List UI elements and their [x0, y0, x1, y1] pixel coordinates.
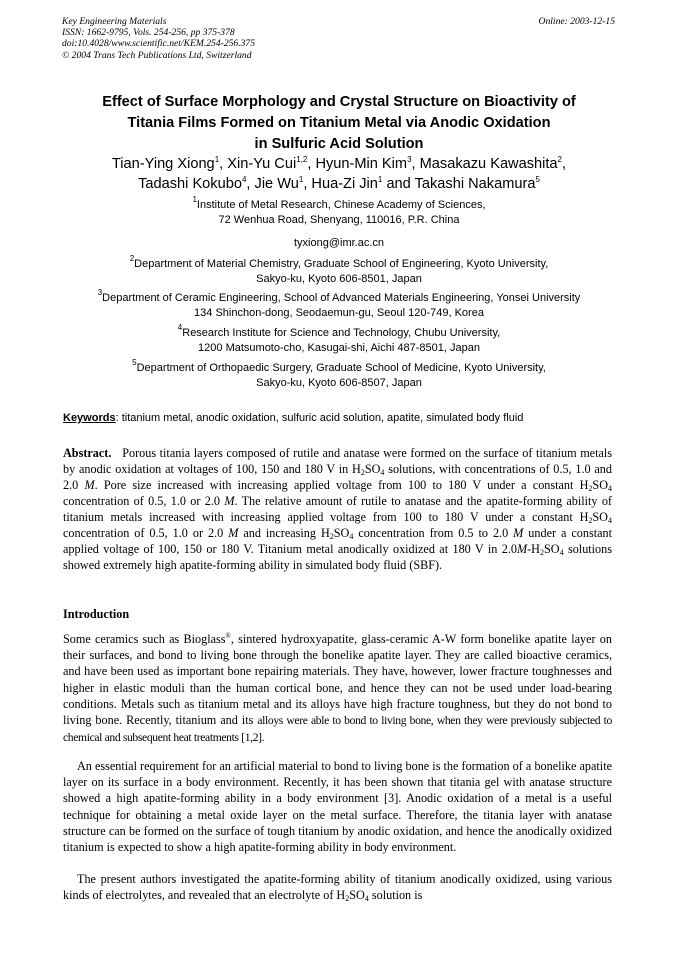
abstract-text: solutions showed extremely high apatite-forming ability in simulated body fluid (SBF).	[63, 542, 612, 572]
keywords-line	[63, 412, 523, 424]
abstract	[63, 445, 612, 573]
affiliation-address: Sakyo-ku, Kyoto 606-8507, Japan	[256, 377, 422, 389]
abstract-label: Abstract.	[63, 446, 112, 460]
molar-unit: M	[513, 526, 524, 540]
abstract-text: Porous titania layers composed of rutile and anatase were formed on the surface of titanium metals by anodic oxidation at voltages of 100, 150 and 180 V in H	[63, 446, 613, 476]
affiliation-3	[40, 288, 638, 321]
paragraph-text: SO	[349, 888, 365, 903]
subscript: 4	[349, 532, 354, 541]
author-name: Jie Wu	[254, 176, 299, 192]
affiliation-2	[40, 254, 638, 287]
paragraph-text: An essential requirement for an artificial material to bond to living bone is the formation of a bonelike apatite layer on its surface in a body environment. Recently, it has been shown that titania gel with anatase structure showed a high apatite-forming ability in a body environment [3]. Anodic oxidation of a metal is a useful technique for obtaining a metal oxide layer on the metal surface. Therefore, the titania layer with anatase structure can be formed on the surface of tough titanium by anodic oxidation, and hence the anodically oxidized titanium is expected to show a high apatite-forming ability in body environment.	[63, 759, 612, 855]
affiliation-address: 72 Wenhua Road, Shenyang, 110016, P.R. China	[218, 214, 460, 226]
issn-line: ISSN: 1662-9795, Vols. 254-256, pp 375-378	[62, 27, 235, 39]
copyright-line: © 2004 Trans Tech Publications Ltd, Switzerland	[62, 49, 252, 61]
affiliation-line: Department of Orthopaedic Surgery, Graduate School of Medicine, Kyoto University,	[136, 362, 546, 374]
affiliation-line: Research Institute for Science and Technology, Chubu University,	[182, 327, 501, 339]
author-line-2: Tadashi Kokubo$^4$, Jie Wu$^1$, Hua-Zi Jin$^1$ and Takashi Nakamura$^5$	[138, 175, 540, 192]
molar-unit: M	[516, 542, 528, 556]
keywords-text: : titanium metal, anodic oxidation, sulfuric acid solution, apatite, simulated body fluid	[115, 412, 524, 424]
affiliation-5	[40, 358, 638, 391]
subscript: 4	[608, 516, 612, 525]
keywords-label: Keywords	[63, 412, 116, 424]
journal-header	[62, 16, 255, 61]
author-affiliation-mark: 5	[535, 175, 540, 184]
author-affiliation-mark: 1	[377, 175, 383, 184]
subscript: 4	[608, 484, 613, 493]
author-name: Hua-Zi Jin	[311, 176, 378, 192]
subscript: 4	[559, 548, 564, 557]
abstract-text: SO	[592, 478, 609, 492]
subscript: 4	[364, 894, 369, 904]
subscript: 2	[588, 484, 593, 493]
paragraph-text: , sintered hydroxyapatite, glass-ceramic A-W form bonelike apatite layer on their surfaces, and bond to living bone through the bonelike apatite layer. They are called bioactive ceramics, and have been used as important bone repairing materials. They have, however, lower fracture toughnesses and higher in elastic moduli than the human cortical bone, and hence they can not be used under load-bearing conditions. Metals such as titanium metal and its alloys have high fracture toughness, but they do not bond to living bone. Recently, titanium and its	[63, 632, 612, 728]
paragraph-text: Some ceramics such as Bioglass	[63, 632, 226, 647]
title-line-1: Effect of Surface Morphology and Crystal Structure on Bioactivity of	[102, 94, 576, 110]
abstract-text: and increasing H	[238, 526, 330, 540]
author-name: Masakazu Kawashita	[419, 156, 558, 172]
affiliation-mark: 1	[192, 195, 197, 204]
subscript: 2	[345, 894, 350, 904]
subscript: 2	[588, 516, 593, 525]
affiliation-address: 1200 Matsumoto-cho, Kasugai-shi, Aichi 487-8501, Japan	[198, 342, 480, 354]
subscript: 2	[329, 532, 334, 541]
molar-unit: M	[224, 494, 235, 508]
affiliation-mark: 2	[129, 254, 135, 263]
affiliation-mark: 3	[97, 288, 103, 297]
affiliation-line: Department of Ceramic Engineering, School of Advanced Materials Engineering, Yonsei University	[102, 292, 581, 304]
title-line-3: in Sulfuric Acid Solution	[254, 136, 424, 152]
affiliation-line: Department of Material Chemistry, Graduate School of Engineering, Kyoto University,	[134, 258, 549, 270]
paragraph-text: alloys were able to bond to living bone, when they were previously subjected to chemical and subsequent heat treatments [1,2].	[63, 714, 612, 745]
abstract-text: concentration of 0.5, 1.0 or 2.0	[63, 494, 225, 508]
affiliation-mark: 4	[177, 323, 183, 332]
section-heading-introduction: Introduction	[63, 607, 130, 621]
affiliation-address: 134 Shinchon-dong, Seodaemun-gu, Seoul 120-749, Korea	[194, 307, 484, 319]
affiliation-1	[40, 195, 638, 228]
affiliation-4	[40, 323, 638, 356]
abstract-text: -H	[527, 542, 540, 556]
abstract-text: SO	[544, 542, 560, 556]
abstract-text: . The relative amount of rutile to anatase and the apatite-forming ability of titanium metals increased with increasing applied voltage from 100 to 180 V under a constant H	[63, 494, 612, 524]
affiliation-mark: 5	[132, 358, 137, 367]
subscript: 2	[360, 468, 365, 477]
doi-line[interactable]: doi:10.4028/www.scientific.net/KEM.254-256.375	[62, 38, 256, 50]
intro-paragraph-2	[63, 758, 612, 855]
subscript: 4	[380, 468, 385, 477]
author-conjunction: and	[386, 176, 411, 192]
abstract-text: solutions, with concentrations of 0.5, 1.0 and 2.0	[63, 462, 612, 492]
paper-title	[40, 92, 638, 155]
affiliation-line: Institute of Metal Research, Chinese Academy of Sciences,	[196, 199, 486, 211]
corresponding-email[interactable]: tyxiong@imr.ac.cn	[293, 237, 385, 249]
author-name: Takashi Nakamura	[414, 176, 536, 192]
abstract-text: . Pore size increased with increasing applied voltage from 100 to 180 V under a constant H	[94, 478, 589, 492]
paragraph-text: solution is	[368, 888, 423, 903]
author-affiliation-mark: 2	[557, 155, 562, 164]
author-affiliation-mark: 4	[241, 175, 247, 184]
author-list	[40, 154, 638, 194]
author-name: Xin-Yu Cui	[227, 156, 297, 172]
affiliation-address: Sakyo-ku, Kyoto 606-8501, Japan	[256, 273, 422, 285]
abstract-text: SO	[592, 510, 608, 524]
molar-unit: M	[84, 478, 95, 492]
intro-paragraph-1	[63, 628, 612, 746]
molar-unit: M	[228, 526, 239, 540]
author-name: Hyun-Min Kim	[315, 156, 408, 172]
paragraph-text: The present authors investigated the apatite-forming ability of titanium anodically oxidized, using various kinds of electrolytes, and revealed that an electrolyte of H	[63, 872, 612, 903]
registered-mark: ®	[225, 632, 231, 640]
subscript: 2	[540, 548, 544, 557]
abstract-text: SO	[333, 526, 350, 540]
author-affiliation-mark: 1	[298, 175, 304, 184]
author-affiliation-mark: 1,2	[296, 155, 308, 164]
author-affiliation-mark: 3	[407, 155, 412, 164]
abstract-text: under a constant applied voltage of 100, 150 or 180 V. Titanium metal anodically oxidized at 180 V in 2.0	[63, 526, 612, 556]
author-name: Tadashi Kokubo	[138, 176, 242, 192]
abstract-text: concentration of 0.5, 1.0 or 2.0	[63, 526, 229, 540]
author-name: Tian-Ying Xiong	[111, 156, 215, 172]
abstract-text: SO	[364, 462, 381, 476]
author-affiliation-mark: 1	[214, 155, 220, 164]
title-line-2: Titania Films Formed on Titanium Metal via Anodic Oxidation	[127, 115, 551, 131]
intro-paragraph-3	[63, 871, 612, 903]
online-date: Online: 2003-12-15	[538, 16, 615, 27]
author-line-1: Tian-Ying Xiong$^1$, Xin-Yu Cui$^{1,2}$, Hyun-Min Kim$^3$, Masakazu Kawashita$^2$,	[111, 155, 567, 172]
journal-name: Key Engineering Materials	[62, 16, 167, 27]
abstract-text: concentration from 0.5 to 2.0	[353, 526, 514, 540]
